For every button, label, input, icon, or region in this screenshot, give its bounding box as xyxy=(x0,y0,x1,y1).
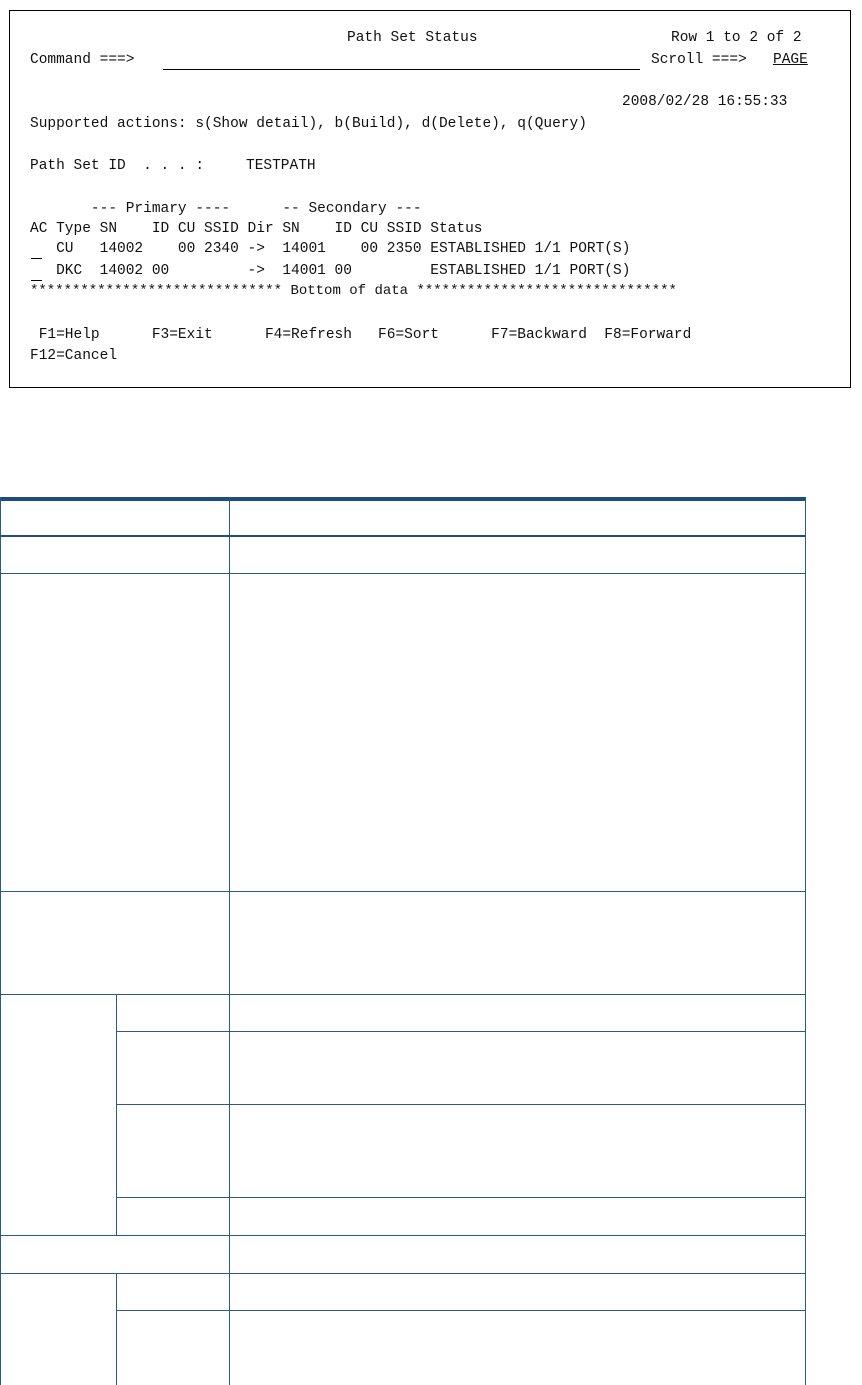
row-rule xyxy=(0,994,806,995)
sub-column-divider xyxy=(116,994,117,1235)
table-left-border xyxy=(0,497,1,1385)
function-keys-line-1[interactable]: F1=Help F3=Exit F4=Refresh F6=Sort F7=Backward F8=Forward xyxy=(30,327,692,343)
column-group-header: --- Primary ---- -- Secondary --- xyxy=(30,201,422,217)
path-set-status-screen xyxy=(9,10,851,388)
bottom-of-data: ****************************** Bottom of data ******************************* xyxy=(30,283,677,299)
screen-title: Path Set Status xyxy=(347,30,478,46)
row-rule xyxy=(0,1273,806,1274)
table-row: CU 14002 00 2340 -> 14001 00 2350 ESTABLISHED 1/1 PORT(S) xyxy=(30,241,631,257)
header-rule xyxy=(0,535,806,537)
column-divider xyxy=(229,497,230,1385)
scroll-label: Scroll ===> xyxy=(651,52,747,68)
row-info: Row 1 to 2 of 2 xyxy=(671,30,802,46)
command-input[interactable] xyxy=(163,51,640,69)
supported-actions: Supported actions: s(Show detail), b(Build), d(Delete), q(Query) xyxy=(30,116,587,132)
row-rule xyxy=(116,1031,806,1032)
path-set-id-label: Path Set ID . . . : xyxy=(30,158,205,174)
row-rule xyxy=(116,1104,806,1105)
scroll-value-field[interactable]: PAGE xyxy=(773,52,808,68)
row-rule xyxy=(0,573,806,574)
table-top-rule xyxy=(0,497,806,501)
row-rule xyxy=(116,1310,806,1311)
timestamp: 2008/02/28 16:55:33 xyxy=(622,94,788,110)
path-set-id-value: TESTPATH xyxy=(246,158,316,174)
command-input-underline xyxy=(163,69,640,70)
function-keys-line-2[interactable]: F12=Cancel xyxy=(30,348,118,364)
row-rule xyxy=(0,1235,806,1236)
description-table xyxy=(0,497,806,1385)
row-rule xyxy=(0,891,806,892)
command-label: Command ===> xyxy=(30,52,135,68)
sub-column-divider xyxy=(116,1273,117,1385)
column-header: AC Type SN ID CU SSID Dir SN ID CU SSID Status xyxy=(30,221,483,237)
table-row: DKC 14002 00 -> 14001 00 ESTABLISHED 1/1 PORT(S) xyxy=(30,263,631,279)
row-rule xyxy=(116,1197,806,1198)
table-right-border xyxy=(805,497,806,1385)
